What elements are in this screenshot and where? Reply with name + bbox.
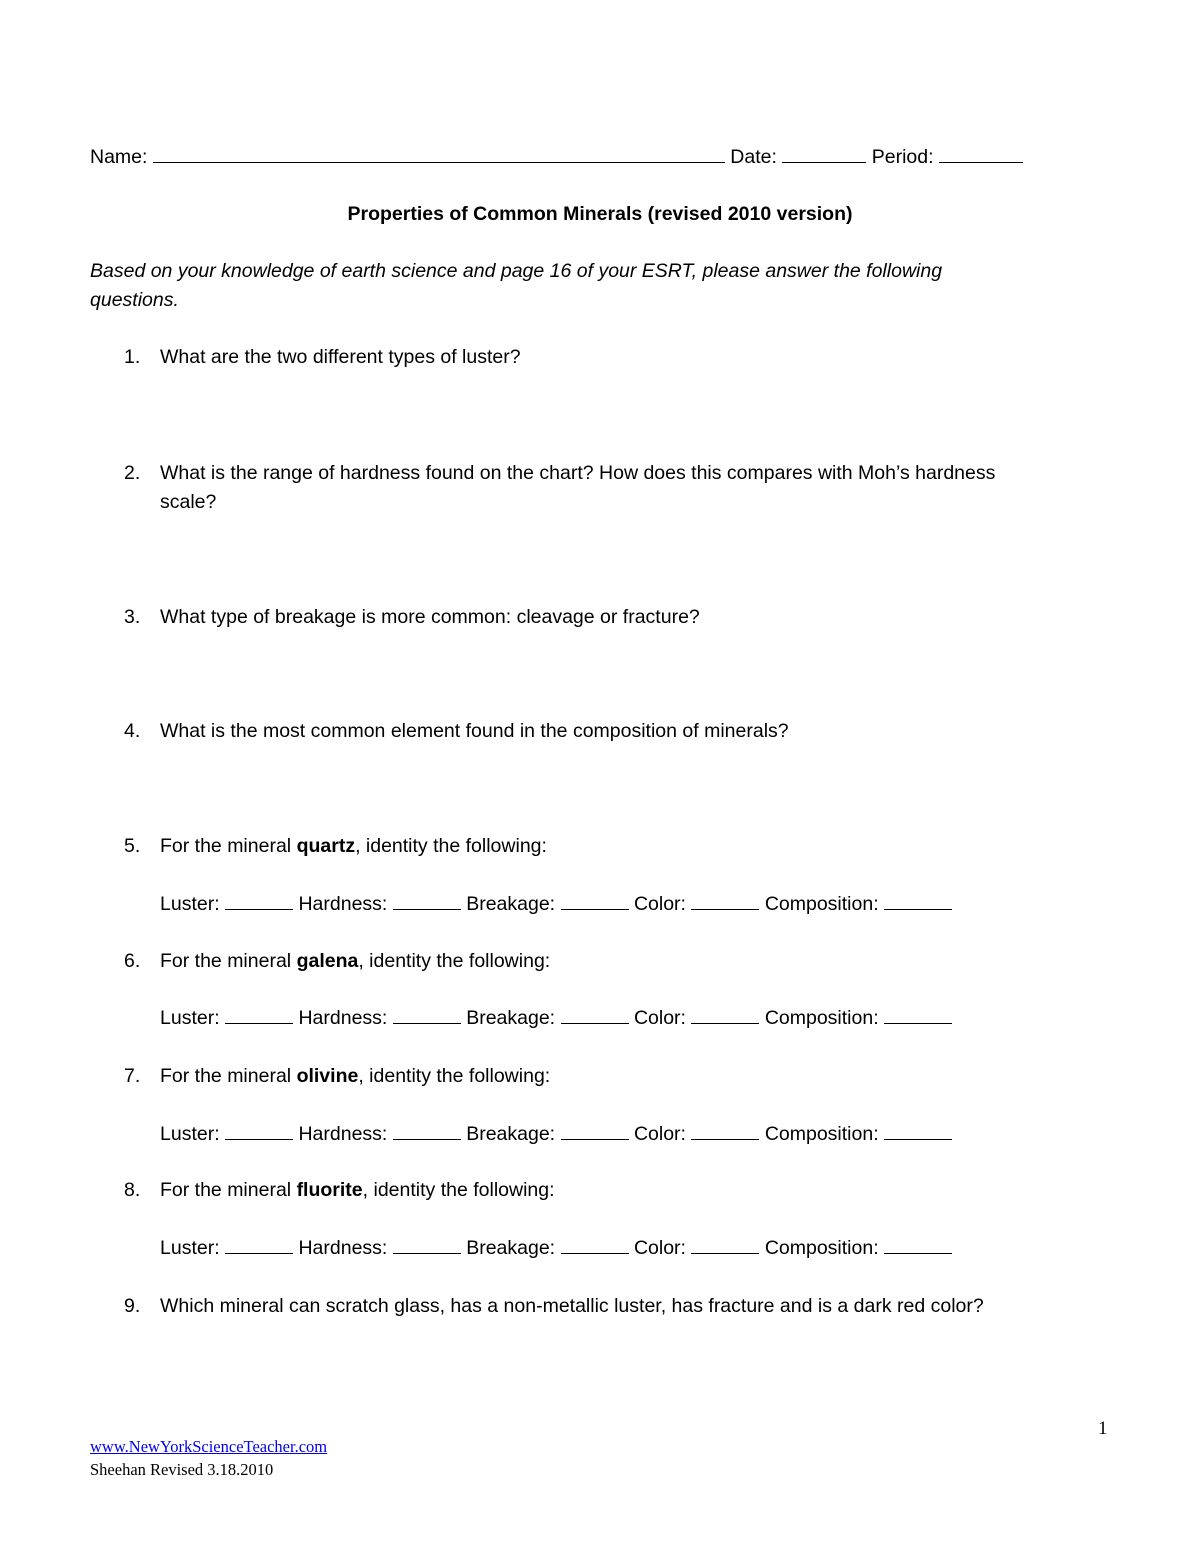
mineral-name: galena	[296, 950, 359, 972]
name-label: Name:	[90, 146, 148, 168]
composition-label: Composition:	[764, 1123, 879, 1145]
question-text-continued: scale?	[160, 491, 217, 513]
instructions-line-1: Based on your knowledge of earth science and page 16 of your ESRT, please answer the following	[90, 260, 943, 282]
question-text: For the mineral quartz, identity the following:	[160, 835, 547, 857]
mineral-name: fluorite	[296, 1179, 363, 1201]
period-blank[interactable]	[939, 144, 1023, 163]
hardness-label: Hardness:	[298, 1237, 388, 1259]
mineral-name: olivine	[296, 1065, 359, 1087]
question-number: 3.	[124, 606, 141, 628]
breakage-label: Breakage:	[466, 1123, 556, 1145]
color-blank[interactable]	[691, 1235, 759, 1254]
luster-blank[interactable]	[225, 891, 293, 910]
luster-label: Luster:	[160, 1123, 220, 1145]
question-text: What is the range of hardness found on the chart? How does this compares with Moh’s hardness	[160, 462, 996, 484]
hardness-blank[interactable]	[393, 1005, 461, 1024]
date-label: Date:	[730, 146, 777, 168]
question-text: What type of breakage is more common: cleavage or fracture?	[160, 606, 700, 628]
hardness-label: Hardness:	[298, 893, 388, 915]
composition-blank[interactable]	[884, 891, 952, 910]
question-text: For the mineral olivine, identity the following:	[160, 1065, 551, 1087]
website-link[interactable]: www.NewYorkScienceTeacher.com	[90, 1437, 328, 1456]
question-text: Which mineral can scratch glass, has a non-metallic luster, has fracture and is a dark red color?	[160, 1295, 984, 1317]
composition-blank[interactable]	[884, 1005, 952, 1024]
composition-label: Composition:	[764, 893, 879, 915]
composition-label: Composition:	[764, 1237, 879, 1259]
name-blank[interactable]	[153, 144, 725, 163]
question-text: For the mineral galena, identity the following:	[160, 950, 551, 972]
page-number: 1	[1098, 1418, 1108, 1439]
color-label: Color:	[633, 1237, 686, 1259]
question-number: 7.	[124, 1065, 141, 1087]
header-line	[90, 144, 1023, 170]
color-label: Color:	[633, 893, 686, 915]
question-number: 9.	[124, 1295, 141, 1317]
mineral-name: quartz	[296, 835, 356, 857]
luster-label: Luster:	[160, 1237, 220, 1259]
breakage-blank[interactable]	[561, 891, 629, 910]
breakage-label: Breakage:	[466, 893, 556, 915]
composition-blank[interactable]	[884, 1121, 952, 1140]
breakage-label: Breakage:	[466, 1007, 556, 1029]
page-title: Properties of Common Minerals (revised 2010 version)	[347, 203, 853, 225]
question-number: 1.	[124, 346, 141, 368]
luster-blank[interactable]	[225, 1005, 293, 1024]
question-text: What are the two different types of luster?	[160, 346, 521, 368]
hardness-blank[interactable]	[393, 1235, 461, 1254]
breakage-blank[interactable]	[561, 1005, 629, 1024]
color-label: Color:	[633, 1123, 686, 1145]
period-label: Period:	[871, 146, 934, 168]
breakage-blank[interactable]	[561, 1121, 629, 1140]
property-row-quartz	[160, 891, 952, 917]
composition-blank[interactable]	[884, 1235, 952, 1254]
question-number: 4.	[124, 720, 141, 742]
hardness-blank[interactable]	[393, 891, 461, 910]
luster-label: Luster:	[160, 893, 220, 915]
property-row-fluorite	[160, 1235, 952, 1261]
breakage-blank[interactable]	[561, 1235, 629, 1254]
footer-link-row	[90, 1437, 327, 1457]
property-row-olivine	[160, 1121, 952, 1147]
color-label: Color:	[633, 1007, 686, 1029]
luster-blank[interactable]	[225, 1121, 293, 1140]
question-text: What is the most common element found in the composition of minerals?	[160, 720, 789, 742]
composition-label: Composition:	[764, 1007, 879, 1029]
question-number: 8.	[124, 1179, 141, 1201]
date-blank[interactable]	[782, 144, 866, 163]
color-blank[interactable]	[691, 1121, 759, 1140]
question-text: For the mineral fluorite, identity the following:	[160, 1179, 555, 1201]
property-row-galena	[160, 1005, 952, 1031]
hardness-blank[interactable]	[393, 1121, 461, 1140]
breakage-label: Breakage:	[466, 1237, 556, 1259]
color-blank[interactable]	[691, 1005, 759, 1024]
footer-revised: Sheehan Revised 3.18.2010	[90, 1460, 274, 1479]
question-number: 6.	[124, 950, 141, 972]
question-number: 2.	[124, 462, 141, 484]
color-blank[interactable]	[691, 891, 759, 910]
luster-label: Luster:	[160, 1007, 220, 1029]
hardness-label: Hardness:	[298, 1007, 388, 1029]
hardness-label: Hardness:	[298, 1123, 388, 1145]
luster-blank[interactable]	[225, 1235, 293, 1254]
question-number: 5.	[124, 835, 141, 857]
instructions-line-2: questions.	[90, 289, 179, 311]
